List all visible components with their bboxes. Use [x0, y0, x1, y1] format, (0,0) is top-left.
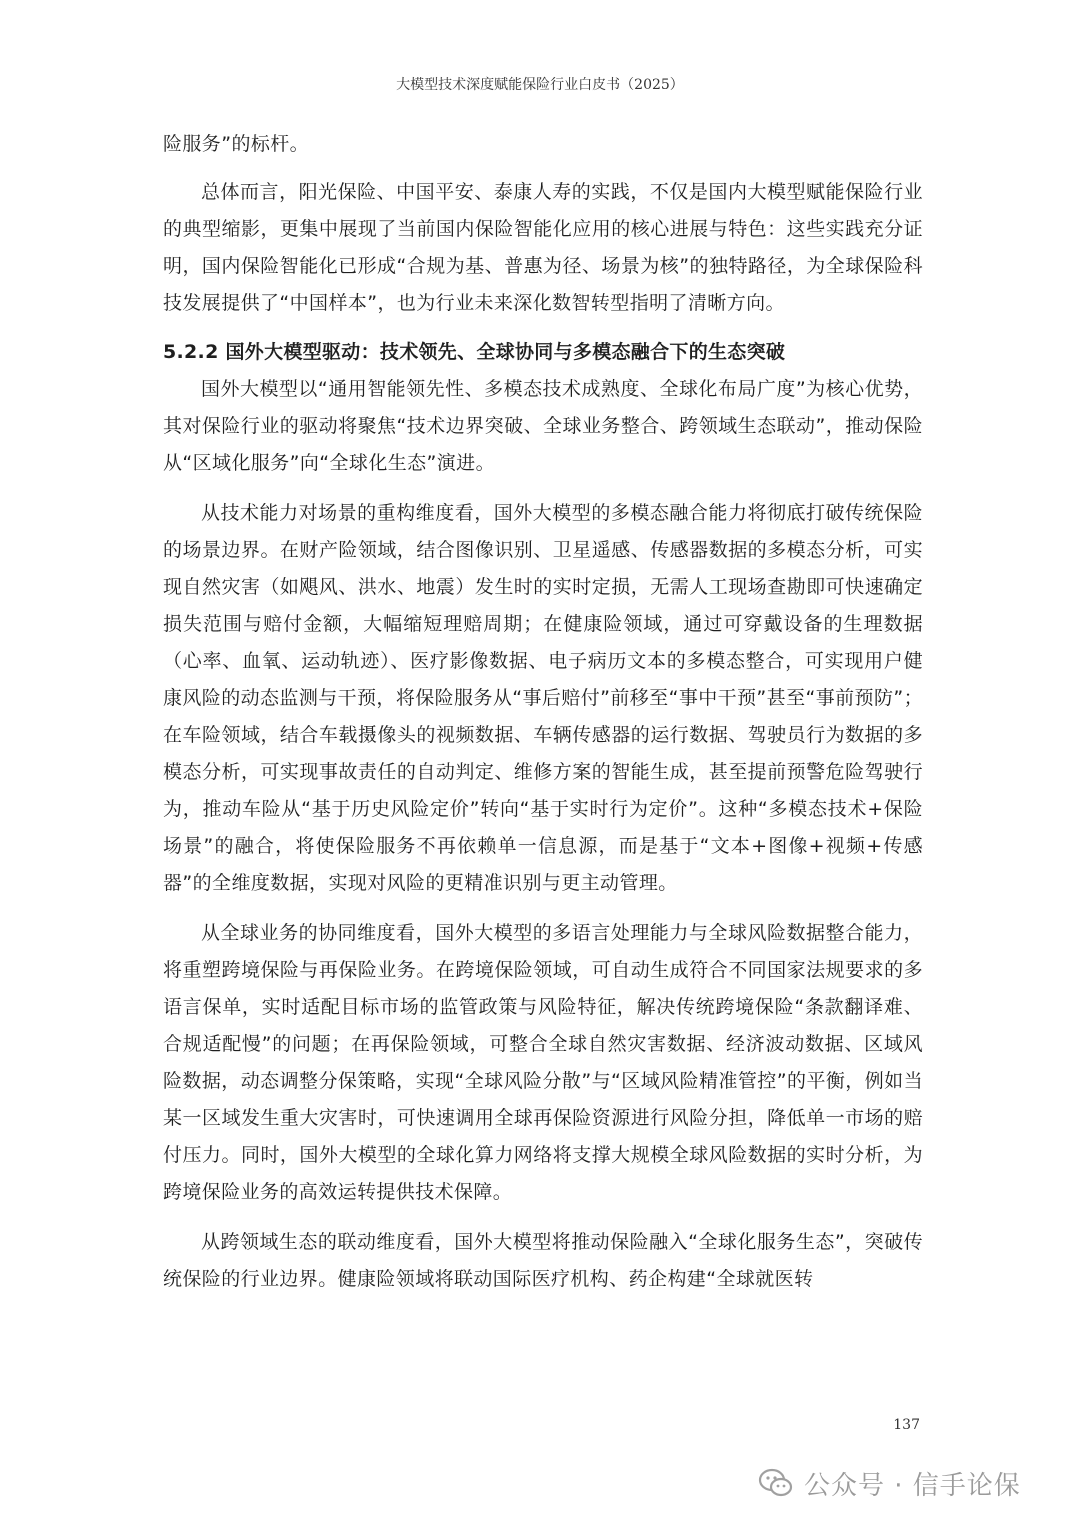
- paragraph-global-dimension: 从全球业务的协同维度看，国外大模型的多语言处理能力与全球风险数据整合能力，将重塑跨境保险与再保险业务。在跨境保险领域，可自动生成符合不同国家法规要求的多语言保单，实时适配目标市场的监管政策与风险特征，解决传统跨境保险“条款翻译难、合规适配慢”的问题；在再保险领域，可整合全球自然灾害数据、经济波动数据、区域风险数据，动态调整分保策略，实现“全球风险分散”与“区域风险精准管控”的平衡，例如当某一区域发生重大灾害时，可快速调用全球再保险资源进行风险分担，降低单一市场的赔付压力。同时，国外大模型的全球化算力网络将支撑大规模全球风险数据的实时分析，为跨境保险业务的高效运转提供技术保障。: [163, 922, 923, 1203]
- running-header: 大模型技术深度赋能保险行业白皮书（2025）: [396, 77, 684, 93]
- wechat-icon: [758, 1467, 794, 1499]
- paragraph-ecosystem-dimension: 从跨领域生态的联动维度看，国外大模型将推动保险融入“全球化服务生态”，突破传统保险的行业边界。健康险领域将联动国际医疗机构、药企构建“全球就医转: [163, 1231, 923, 1290]
- paragraph-tech-dimension: 从技术能力对场景的重构维度看，国外大模型的多模态融合能力将彻底打破传统保险的场景边界。在财产险领域，结合图像识别、卫星遥感、传感器数据的多模态分析，可实现自然灾害（如飓风、洪水、地震）发生时的实时定损，无需人工现场查勘即可快速确定损失范围与赔付金额，大幅缩短理赔周期；在健康险领域，通过可穿戴设备的生理数据（心率、血氧、运动轨迹）、医疗影像数据、电子病历文本的多模态整合，可实现用户健康风险的动态监测与干预，将保险服务从“事后赔付”前移至“事中干预”甚至“事前预防”；在车险领域，结合车载摄像头的视频数据、车辆传感器的运行数据、驾驶员行为数据的多模态分析，可实现事故责任的自动判定、维修方案的智能生成，甚至提前预警危险驾驶行为，推动车险从“基于历史风险定价”转向“基于实时行为定价”。这种“多模态技术+保险场景”的融合，将使保险服务不再依赖单一信息源，而是基于“文本+图像+视频+传感器”的全维度数据，实现对风险的更精准识别与更主动管理。: [163, 502, 923, 894]
- page-number: 137: [893, 1417, 920, 1433]
- section-heading: 5.2.2 国外大模型驱动：技术领先、全球协同与多模态融合下的生态突破: [163, 341, 786, 363]
- watermark: [758, 1458, 1021, 1508]
- paragraph-continuation: 险服务”的标杆。: [163, 133, 310, 155]
- page-body: [163, 126, 923, 1298]
- watermark-text: 公众号 · 信手论保: [804, 1470, 1021, 1501]
- paragraph-summary: 总体而言，阳光保险、中国平安、泰康人寿的实践，不仅是国内大模型赋能保险行业的典型缩影，更集中展现了当前国内保险智能化应用的核心进展与特色：这些实践充分证明，国内保险智能化已形成“合规为基、普惠为径、场景为核”的独特路径，为全球保险科技发展提供了“中国样本”，也为行业未来深化数智转型指明了清晰方向。: [163, 181, 923, 314]
- paragraph-overview: 国外大模型以“通用智能领先性、多模态技术成熟度、全球化布局广度”为核心优势，其对保险行业的驱动将聚焦“技术边界突破、全球业务整合、跨领域生态联动”，推动保险从“区域化服务”向“全球化生态”演进。: [163, 378, 923, 474]
